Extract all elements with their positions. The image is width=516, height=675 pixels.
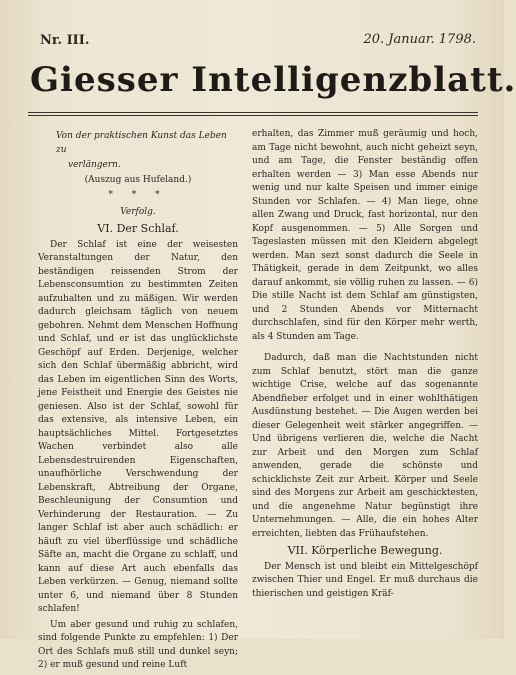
separator-stars: * * * bbox=[108, 190, 168, 200]
section-title-sleep: VI. Der Schlaf. bbox=[97, 222, 179, 235]
article-heading-line2: verlängern. bbox=[68, 160, 121, 170]
issue-number: Nr. III. bbox=[40, 33, 90, 48]
masthead-rule-bottom bbox=[28, 115, 478, 116]
article-subtitle: (Auszug aus Hufeland.) bbox=[84, 174, 192, 185]
section-title-movement: VII. Körperliche Bewegung. bbox=[287, 544, 443, 557]
left-column bbox=[38, 128, 238, 675]
issue-date: 20. Januar. 1798. bbox=[363, 32, 476, 47]
paragraph-sleep-1: Der Schlaf ist eine der weisesten Veranstaltungen der Natur, den beständigen reissenden Strom der Lebensconsumtion zu bestimmten Zeiten aufzuhalten und zu mäßigen. Wir werden dadurch gleichsam täglich von neuem gebohren. Nehmt dem Menschen Hoffnung und Schlaf, und er ist das unglücklichste Geschöpf auf Erden. Derjenige, welcher sich den Schlaf übermäßig abbricht, wird das Leben im eigentlichen Sinn des Worts, jene Feistheit und Energie des Geistes nie geniesen. Also ist der Schlaf, sowohl für das extensive, als intensive Leben, ein hauptsächliches Mittel. Fortgesetztes Wachen verbindet also alle Lebensdestruirenden Eigenschaften, unaufhörliche Verschwendung der Lebenskraft, Abtreibung der Organe, Beschleunigung der Consumtion und Verhinderung der Restauration. — Zu langer Schlaf ist aber auch schädlich: er häuft zu viel überflüssige und schädliche Säfte an, macht die Organe zu schlaff, und kann auf diese Art auch ebenfalls das Leben verkürzen. — Genug, niemand sollte unter 6, und niemand über 8 Stunden schlafen! bbox=[38, 239, 238, 614]
masthead-title: Giesser Intelligenzblatt. bbox=[30, 60, 516, 100]
continued-label: Verfolg. bbox=[120, 206, 156, 217]
right-column bbox=[252, 128, 478, 603]
paragraph-movement-1: Der Mensch ist und bleibt ein Mittelgeschöpf zwischen Thier und Engel. Er muß durchaus die thierischen und geistigen Kräf- bbox=[252, 561, 478, 599]
article-heading-line1: Von der praktischen Kunst das Leben zu bbox=[56, 131, 227, 155]
masthead-rule-top bbox=[28, 112, 478, 113]
paragraph-sleep-4: Dadurch, daß man die Nachtstunden nicht zum Schlaf benutzt, stört man die ganze wichtige Crise, welche auf das sogenannte Abendfieber erfolget und in einer wohlthätigen Ausdünstung bestehet. — Die Augen werden bei dieser Gelegenheit weit stärker angegriffen. — Und übrigens verlieren die, welche die Nacht zur Arbeit und den Morgen zum Schlaf anwenden, gerade die schönste und schicklichste Zeit zur Arbeit. Körper und Seele sind des Morgens zur Arbeit am geschicktesten, und die angenehme Natur begünstigt ihre Unternehmungen. — Alle, die ein hohes Alter erreichten, liebten das Frühaufstehen. bbox=[252, 353, 478, 539]
paragraph-sleep-2: Um aber gesund und ruhig zu schlafen, sind folgende Punkte zu empfehlen: 1) Der Ort des Schlafs muß still und dunkel seyn; 2) er muß gesund und reine Luft bbox=[38, 619, 238, 670]
paragraph-sleep-3: erhalten, das Zimmer muß geräumig und hoch, am Tage nicht bewohnt, auch nicht geheizt seyn, und am Tage, die Fenster beständig offen erhalten werden — 3) Man esse Abends nur wenig und nur kalte Speisen und immer einige Stunden vor Schlafen. — 4) Man liege, ohne allen Zwang und Druck, fast horizontal, nur den Kopf ausgenommen. — 5) Alle Sorgen und Tageslasten müssen mit den Kleidern abgelegt werden. Man sezt sonst dadurch die Seele in Thätigkeit, gerade in dem Zeitpunkt, wo alles darauf ankommt, sie völlig ruhen zu lassen. — 6) Die stille Nacht ist dem Schlaf am günstigsten, und 2 Stunden Abends vor Mitternacht durchschlafen, sind für den Körper mehr werth, als 4 Stunden am Tage. bbox=[252, 129, 478, 342]
